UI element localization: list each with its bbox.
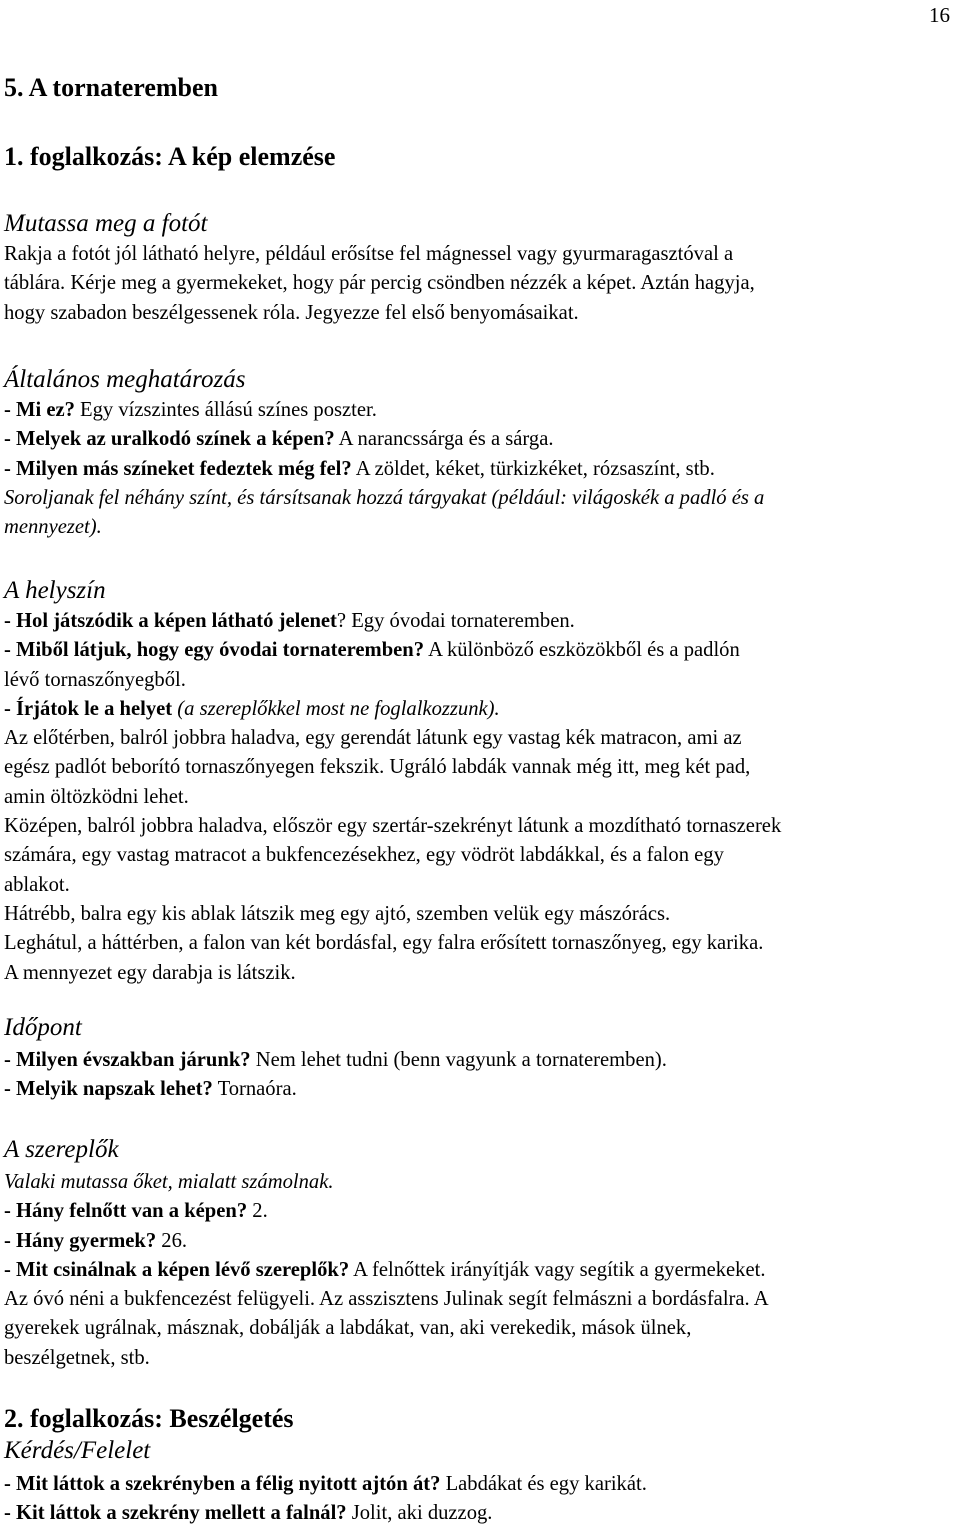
subheading-szereplok: A szereplők [4,1136,119,1163]
text-line: Az óvó néni a bukfencezést felügyeli. Az asszisztens Julinak segít felmászni a bordásfalra. A [4,1288,769,1311]
answer: Nem lehet tudni (benn vagyunk a tornateremben). [250,1049,667,1071]
paragraph-kerdes [4,1470,956,1529]
instruction-line: Soroljanak fel néhány színt, és társítsanak hozzá tárgyakat (például: világoskék a padló és a [4,486,765,509]
text-line: táblára. Kérje meg a gyermekeket, hogy pár percig csöndben nézzék a képet. Aztán hagyja, [4,272,755,295]
qa-line [4,396,956,425]
answer: A zöldet, kéket, türkizkéket, rózsaszínt, stb. [351,457,715,480]
text-line: amin öltözködni lehet. [4,785,189,808]
qa-line [4,1499,956,1528]
qa-line [4,455,956,484]
answer: A narancssárga és a sárga. [334,428,554,451]
answer: (a szereplőkkel most ne foglalkozzunk). [172,697,500,720]
question: - Mit láttok a szekrényben a félig nyitott ajtón át? [4,1473,441,1495]
qa-line [4,607,956,636]
question: - Mi ez? [4,399,75,421]
answer: 26. [156,1229,188,1252]
text-line: gyerekek ugrálnak, másznak, dobálják a labdákat, van, aki verekedik, mások ülnek, [4,1317,692,1340]
text-line: beszélgetnek, stb. [4,1346,150,1369]
answer: A felnőttek irányítják vagy segítik a gyermekeket. [349,1258,766,1281]
subheading-helyszin: A helyszín [4,577,106,604]
text-line: A mennyezet egy darabja is látszik. [4,961,296,984]
answer: Labdákat és egy karikát. [440,1473,647,1495]
question: - Kit láttok a szekrény mellett a falnál? [4,1502,347,1525]
paragraph-szereplok [4,1168,956,1373]
qa-line [4,1470,956,1499]
subheading-altalanos: Általános meghatározás [4,366,246,393]
text-line: hogy szabadon beszélgessenek róla. Jegyezze fel első benyomásaikat. [4,301,579,324]
qa-line [4,1197,956,1226]
answer: ? Egy óvodai tornateremben. [336,610,575,632]
qa-line [4,1046,956,1075]
paragraph-fotot [4,240,956,328]
page-number: 16 [929,3,950,27]
qa-line [4,1256,956,1285]
paragraph-altalanos [4,396,956,542]
text-line: Az előtérben, balról jobbra haladva, egy gerendát látunk egy vastag kék matracon, ami az [4,727,742,750]
instruction-line: Valaki mutassa őket, mialatt számolnak. [4,1171,334,1193]
text-line: számára, egy vastag matracot a bukfencezésekhez, egy vödröt labdákkal, és a falon egy [4,844,724,867]
answer: A különböző eszközökből és a padlón [424,639,740,662]
answer: Egy vízszintes állású színes poszter. [74,399,377,421]
question: - Milyen más színeket fedeztek még fel? [4,457,352,480]
question: - Hány felnőtt van a képen? [4,1200,248,1223]
question: - Hol játszódik a képen látható jelenet [4,610,337,632]
text-line: Rakja a fotót jól látható helyre, például erősítse fel mágnessel vagy gyurmaragasztóval a [4,243,734,265]
text-line: Hátrébb, balra egy kis ablak látszik meg egy ajtó, szemben velük egy mászórács. [4,902,671,925]
qa-line [4,695,956,724]
text-line: ablakot. [4,873,70,896]
qa-line [4,1227,956,1256]
answer: Tornaóra. [212,1078,297,1101]
text-line: Leghátul, a háttérben, a falon van két bordásfal, egy falra erősített tornaszőnyeg, egy karika. [4,932,764,955]
qa-line [4,636,956,665]
section-title-2: 2. foglalkozás: Beszélgetés [4,1404,294,1433]
question: - Írjátok le a helyet [4,697,173,720]
text-line: Középen, balról jobbra haladva, először egy szertár-szekrényt látunk a mozdítható tornaszerek [4,815,782,838]
question: - Hány gyermek? [4,1229,157,1252]
instruction-line: mennyezet). [4,516,102,539]
answer: 2. [247,1200,268,1223]
paragraph-idopont [4,1046,956,1105]
subheading-mutassa: Mutassa meg a fotót [4,210,208,237]
text-line: egész padlót beborító tornaszőnyegen fekszik. Ugráló labdák vannak még itt, meg két pad, [4,756,751,779]
subheading-idopont: Időpont [4,1014,82,1041]
text-line: lévő tornaszőnyegből. [4,668,186,691]
answer: Jolit, aki duzzog. [346,1502,493,1525]
question: - Melyek az uralkodó színek a képen? [4,428,335,451]
question: - Melyik napszak lehet? [4,1078,213,1101]
section-title-1: 1. foglalkozás: A kép elemzése [4,142,336,171]
question: - Mit csinálnak a képen lévő szereplők? [4,1258,350,1281]
qa-line [4,1075,956,1104]
question: - Miből látjuk, hogy egy óvodai tornateremben? [4,639,425,662]
subheading-kerdes: Kérdés/Felelet [4,1437,151,1464]
qa-line [4,425,956,454]
question: - Milyen évszakban járunk? [4,1049,251,1071]
paragraph-helyszin [4,607,956,988]
chapter-title: 5. A tornateremben [4,73,218,102]
